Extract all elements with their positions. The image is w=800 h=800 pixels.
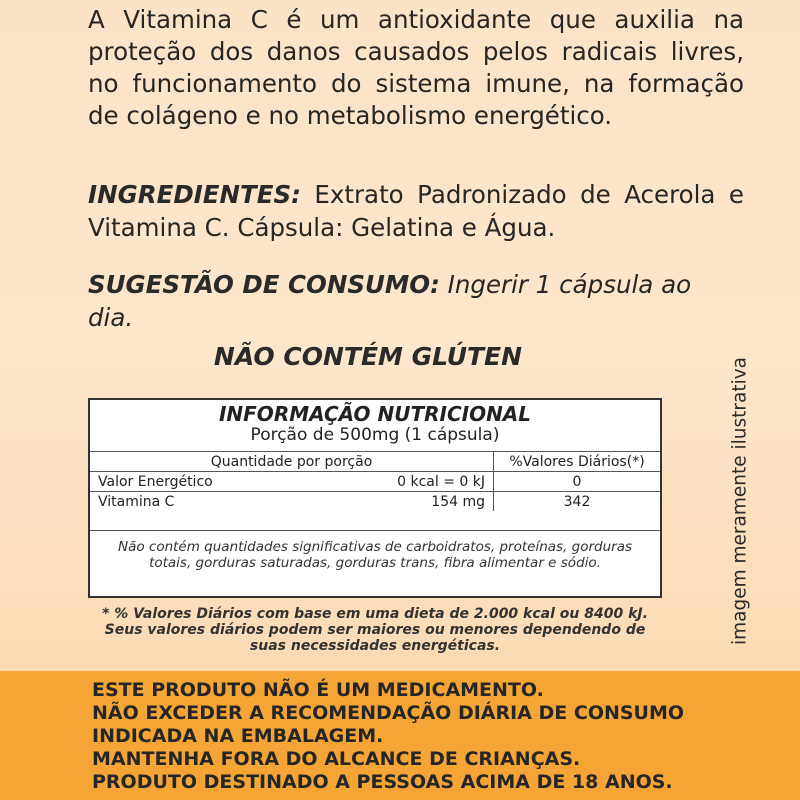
warning-line: INDICADA NA EMBALAGEM. [92, 725, 384, 747]
side-disclaimer-text: imagem meramente ilustrativa [729, 356, 751, 646]
illustrative-image-disclaimer [727, 338, 753, 664]
ingredients-paragraph [88, 178, 744, 244]
nutrition-header-row [90, 452, 660, 472]
nutrition-note: Não contém quantidades significativas de carboidratos, proteínas, gorduras totais, gorduras saturadas, gorduras trans, fibra alimentar e sódio. [90, 530, 660, 571]
usage-text: Ingerir 1 cápsula ao dia. [88, 270, 692, 332]
daily-values-footnote: * % Valores Diários com base em uma dieta de 2.000 kcal ou 8400 kJ. Seus valores diários podem ser maiores ou menores dependendo de suas necessidades energéticas. [102, 606, 648, 654]
warning-line: NÃO EXCEDER A RECOMENDAÇÃO DIÁRIA DE CONSUMO [92, 702, 685, 724]
warning-line: ESTE PRODUTO NÃO É UM MEDICAMENTO. [92, 679, 544, 701]
ingredients-label: INGREDIENTES: [88, 180, 301, 209]
warning-line: PRODUTO DESTINADO A PESSOAS ACIMA DE 18 ANOS. [92, 771, 673, 793]
usage-paragraph [88, 268, 744, 334]
intro-paragraph: A Vitamina C é um antioxidante que auxilia na proteção dos danos causados pelos radicais livres, no funcionamento do sistema imune, na formação de colágeno e no metabolismo energético. [88, 5, 744, 130]
warning-line: MANTENHA FORA DO ALCANCE DE CRIANÇAS. [92, 748, 581, 770]
nutrition-facts-table [88, 398, 662, 598]
header-quantity: Quantidade por porção [90, 452, 494, 472]
nutrition-portion: Porção de 500mg (1 cápsula) [250, 425, 500, 445]
usage-label: SUGESTÃO DE CONSUMO: [88, 270, 440, 299]
nutrition-row-energy [90, 472, 660, 492]
row-amount: 154 mg [342, 492, 494, 512]
ingredients-text: Extrato Padronizado de Acerola e Vitamina C. Cápsula: Gelatina e Água. [88, 180, 744, 242]
row-daily-value: 342 [494, 492, 661, 512]
warning-list [92, 679, 684, 794]
warning-band [0, 671, 800, 800]
nutrition-title: INFORMAÇÃO NUTRICIONAL [218, 402, 532, 426]
row-daily-value: 0 [494, 472, 661, 492]
row-name: Valor Energético [90, 472, 342, 492]
row-name: Vitamina C [90, 492, 342, 512]
gluten-free-heading: NÃO CONTÉM GLÚTEN [213, 342, 523, 371]
header-daily-values: %Valores Diários(*) [494, 452, 661, 472]
nutrition-grid [90, 451, 660, 511]
row-amount: 0 kcal = 0 kJ [342, 472, 494, 492]
nutrition-row-vitamin-c [90, 492, 660, 512]
